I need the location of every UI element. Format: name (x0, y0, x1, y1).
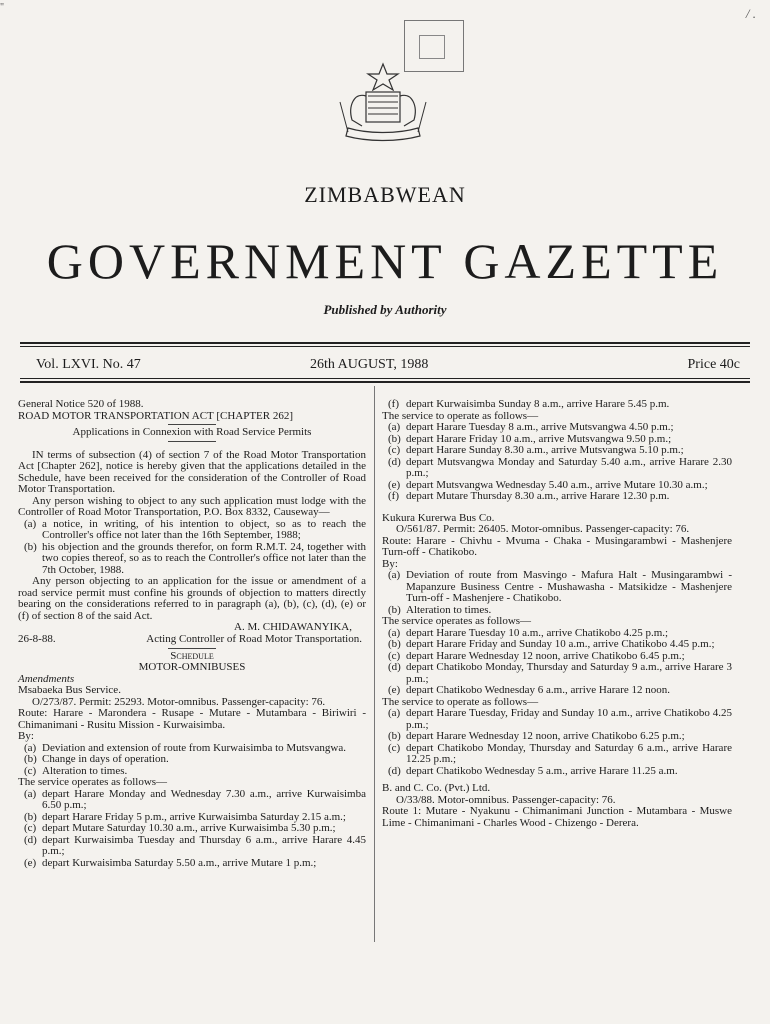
handwritten-mark: / . (745, 6, 756, 21)
list-item-label: (a) (388, 707, 401, 719)
list-item: (a) a notice, in writing, of his intention to object, so as to reach the Controller's office not later than the 16th September, 1988; (24, 517, 366, 541)
title-line-1: ZIMBABWEAN (304, 182, 466, 207)
price: Price 40c (687, 357, 740, 372)
masthead-rule-top (20, 342, 750, 344)
service-heading: The service to operate as follows— (382, 409, 539, 422)
title-line-2: GOVERNMENT GAZETTE (46, 233, 724, 289)
signature-row (18, 634, 366, 646)
by-label: By: (382, 557, 398, 570)
divider (168, 441, 216, 442)
list-item-label: (c) (24, 764, 37, 777)
list-item-label: (a) (24, 787, 37, 800)
list-item-text: depart Harare Sunday 8.30 a.m., arrive Mutsvangwa 5.10 p.m.; (406, 444, 684, 456)
list-item-text: depart Kurwaisimba Saturday 5.50 a.m., arrive Mutare 1 p.m.; (42, 856, 317, 869)
company-name: Kukura Kurerwa Bus Co. (382, 511, 495, 524)
permit-line: O/33/88. Motor-omnibus. Passenger-capacity: 76. (396, 793, 616, 806)
list-item (382, 457, 732, 480)
list-item-label: (b) (388, 638, 401, 650)
schedule-heading: Schedule (170, 649, 214, 662)
list-item-label: (c) (388, 444, 401, 456)
company-name: B. and C. Co. (Pvt.) Ltd. (382, 782, 491, 794)
list-item (382, 491, 732, 503)
list-item-label: (c) (388, 741, 401, 754)
list-item-text: a notice, in writing, of his intention to object, so as to reach the Controller's office not later than the 16th September, 1988; (42, 517, 366, 541)
list-item-label: (b) (24, 753, 37, 765)
list-item-text: depart Chatikobo Monday, Thursday and Saturday 6 a.m., arrive Harare 12.25 p.m.; (406, 741, 732, 765)
left-column (18, 393, 366, 869)
list-item (382, 605, 732, 617)
list-item-text: depart Mutsvangwa Wednesday 5.40 a.m., arrive Mutare 10.30 a.m.; (406, 478, 708, 491)
intro-paragraph: IN terms of subsection (4) of section 7 of the Road Motor Transportation Act [Chapter 262], notice is hereby given that the applications detailed in the Schedule, have been received for the consideration of the Controller of Road Motor Transportation. (18, 448, 366, 495)
list-item-label: (e) (388, 478, 401, 491)
service-list (382, 628, 732, 697)
right-column (382, 393, 732, 829)
list-item (382, 662, 732, 685)
service-heading: The service operates as follows— (18, 776, 168, 788)
list-item: (f) depart Kurwaisimba Sunday 8 a.m., arrive Harare 5.45 p.m. (388, 398, 670, 410)
stamp-icon (419, 35, 445, 59)
list-item-text: depart Mutsvangwa Monday and Saturday 5.40 a.m., arrive Harare 2.30 p.m.; (406, 455, 732, 479)
company-name: Msabaeka Bus Service. (18, 684, 121, 696)
act-title: ROAD MOTOR TRANSPORTATION ACT [CHAPTER 262] (18, 409, 294, 422)
list-item-text: his objection and the grounds therefor, on form R.M.T. 24, together with two copies thereof, so as to reach the Controller's office not later than the 7th October, 1988. (42, 540, 366, 576)
list-item-text: depart Chatikobo Monday, Thursday and Saturday 9 a.m., arrive Harare 3 p.m.; (406, 661, 732, 685)
amendments-heading: Amendments (18, 672, 75, 685)
list-item-label: (b) (24, 810, 37, 823)
signature-date: 26-8-88. (18, 632, 56, 645)
list-item (382, 708, 732, 731)
list-item-text: Change in days of operation. (42, 753, 169, 765)
service-heading: The service operates as follows— (382, 615, 532, 627)
list-item-label: (e) (388, 684, 401, 696)
list-item-text: depart Harare Wednesday 12 noon, arrive Chatikobo 6.25 p.m.; (406, 730, 685, 742)
list-item (18, 789, 366, 812)
signatory-title: Acting Controller of Road Motor Transportation. (146, 632, 362, 645)
objecting-paragraph: Any person objecting to an application for the issue or amendment of a road service permit must confine his grounds of objection to matters directly bearing on the considerations referred to in paragraph (a), (b), (c), (d), (e) or (f) of section 8 of the said Act. (18, 575, 366, 622)
objection-paragraph: Any person wishing to object to any such application must lodge with the Controller of Road Motor Transportation, P.O. Box 8332, Causeway— (18, 494, 366, 518)
list-item-label: (d) (24, 833, 37, 846)
by-list (382, 570, 732, 616)
list-item-text: depart Mutare Saturday 10.30 a.m., arrive Kurwaisimba 5.30 p.m.; (42, 822, 336, 834)
coat-of-arms-icon (318, 62, 448, 144)
list-item-label: (b) (388, 730, 401, 742)
list-item-text: depart Chatikobo Wednesday 6 a.m., arrive Harare 12 noon. (406, 684, 671, 696)
service-list (382, 422, 732, 503)
list-item-text: depart Harare Wednesday 12 noon, arrive Chatikobo 6.45 p.m.; (406, 649, 685, 662)
permit-line: O/273/87. Permit: 25293. Motor-omnibus. Passenger-capacity: 76. (32, 695, 326, 708)
route-line: Route: Harare - Chivhu - Mvuma - Chaka - Musingarambwi - Mashenjere Turn-off - Chatikobo. (382, 534, 732, 558)
list-item-label: (a) (388, 626, 401, 639)
column-divider (374, 386, 375, 942)
subtitle: Published by Authority (323, 302, 447, 317)
list-item-text: depart Harare Tuesday 10 a.m., arrive Chatikobo 4.25 p.m.; (406, 626, 669, 639)
service-list (382, 708, 732, 777)
list-item-text: depart Harare Tuesday, Friday and Sunday 10 a.m., arrive Chatikobo 4.25 p.m.; (406, 707, 732, 731)
list-item-text: depart Chatikobo Wednesday 5 a.m., arrive Harare 11.25 a.m. (406, 764, 678, 777)
masthead-rule-bottom (20, 378, 750, 379)
divider (168, 648, 216, 649)
list-item-text: Deviation and extension of route from Kurwaisimba to Mutsvangwa. (42, 741, 346, 754)
list-item-label: (a) (388, 421, 401, 433)
by-list (18, 743, 366, 778)
list-item-text: depart Harare Monday and Wednesday 7.30 a.m., arrive Kurwaisimba 6.50 p.m.; (42, 787, 366, 811)
list-item-label: (d) (388, 661, 401, 673)
list-item (382, 743, 732, 766)
list-item-label: (e) (24, 856, 37, 869)
list-item-label: (c) (24, 822, 37, 834)
list-item (382, 766, 732, 778)
list-item (382, 570, 732, 605)
route-line: Route: Harare - Marondera - Rusape - Mutare - Mutambara - Biriwiri - Chimanimani - Rusitu Mission - Kurwaisimba. (18, 707, 366, 731)
list-item-label: (c) (388, 649, 401, 662)
list-item-text: Alteration to times. (42, 764, 128, 777)
notice-heading: Applications in Connexion with Road Service Permits (72, 426, 312, 438)
section-heading: MOTOR-OMNIBUSES (138, 661, 246, 673)
list-item-label: (f) (388, 490, 399, 502)
permit-line: O/561/87. Permit: 26405. Motor-omnibus. Passenger-capacity: 76. (396, 523, 690, 535)
masthead (30, 357, 742, 373)
list-item-text: Alteration to times. (406, 603, 492, 616)
masthead-rule-bottom-thick (20, 381, 750, 383)
list-item-label: (d) (388, 455, 401, 468)
list-item (18, 766, 366, 778)
list-item-text: depart Kurwaisimba Tuesday and Thursday 6 a.m., arrive Harare 4.45 p.m.; (42, 833, 366, 857)
list-item-text: Deviation of route from Masvingo - Mafura Halt - Musingarambwi - Mapanzure Business Centre - Mushawasha - Matsikidze - Mashenjere Turn-off - Mashenjere - Chatikobo. (406, 569, 732, 604)
notice-number: General Notice 520 of 1988. (18, 398, 144, 410)
list-item-text: depart Mutare Thursday 8.30 a.m., arrive Harare 12.30 p.m. (406, 490, 670, 502)
list-item (382, 685, 732, 697)
list-item-label: (d) (388, 764, 401, 777)
route-line: Route 1: Mutare - Nyakunu - Chimanimani Junction - Mutambara - Muswe Lime - Chimanimani - Charles Wood - Chizengo - Derera. (382, 805, 732, 829)
list-item-text: depart Harare Tuesday 8 a.m., arrive Mutsvangwa 4.50 p.m.; (406, 421, 674, 433)
list-item-text: depart Kurwaisimba Sunday 8 a.m., arrive Harare 5.45 p.m. (406, 398, 670, 410)
list-item (18, 835, 366, 858)
list-item-text: depart Harare Friday 5 p.m., arrive Kurwaisimba Saturday 2.15 a.m.; (42, 810, 346, 823)
list-item-label: (b) (388, 432, 401, 445)
list-item-text: depart Harare Friday and Sunday 10 a.m., arrive Chatikobo 4.45 p.m.; (406, 638, 715, 650)
by-label: By: (18, 730, 34, 742)
list-item-label: (a) (388, 569, 401, 581)
service-heading: The service to operate as follows— (382, 695, 539, 708)
signatory-name: A. M. CHIDAWANYIKA, (234, 621, 352, 633)
list-item-label: (a) (24, 741, 37, 754)
issue-date: 26th AUGUST, 1988 (310, 357, 429, 372)
list-item-label: (b) (388, 603, 401, 616)
divider (168, 424, 216, 425)
volume-number: Vol. LXVI. No. 47 (36, 357, 141, 372)
list-item (18, 858, 366, 870)
scan-mark: " (0, 2, 5, 13)
service-list (18, 789, 366, 870)
list-item: (b) his objection and the grounds therefor, on form R.M.T. 24, together with two copies thereof, so as to reach the Controller's office not later than the 7th October, 1988. (24, 540, 366, 576)
masthead-rule-top-thin (20, 346, 750, 347)
list-item-text: depart Harare Friday 10 a.m., arrive Mutsvangwa 9.50 p.m.; (406, 432, 672, 445)
